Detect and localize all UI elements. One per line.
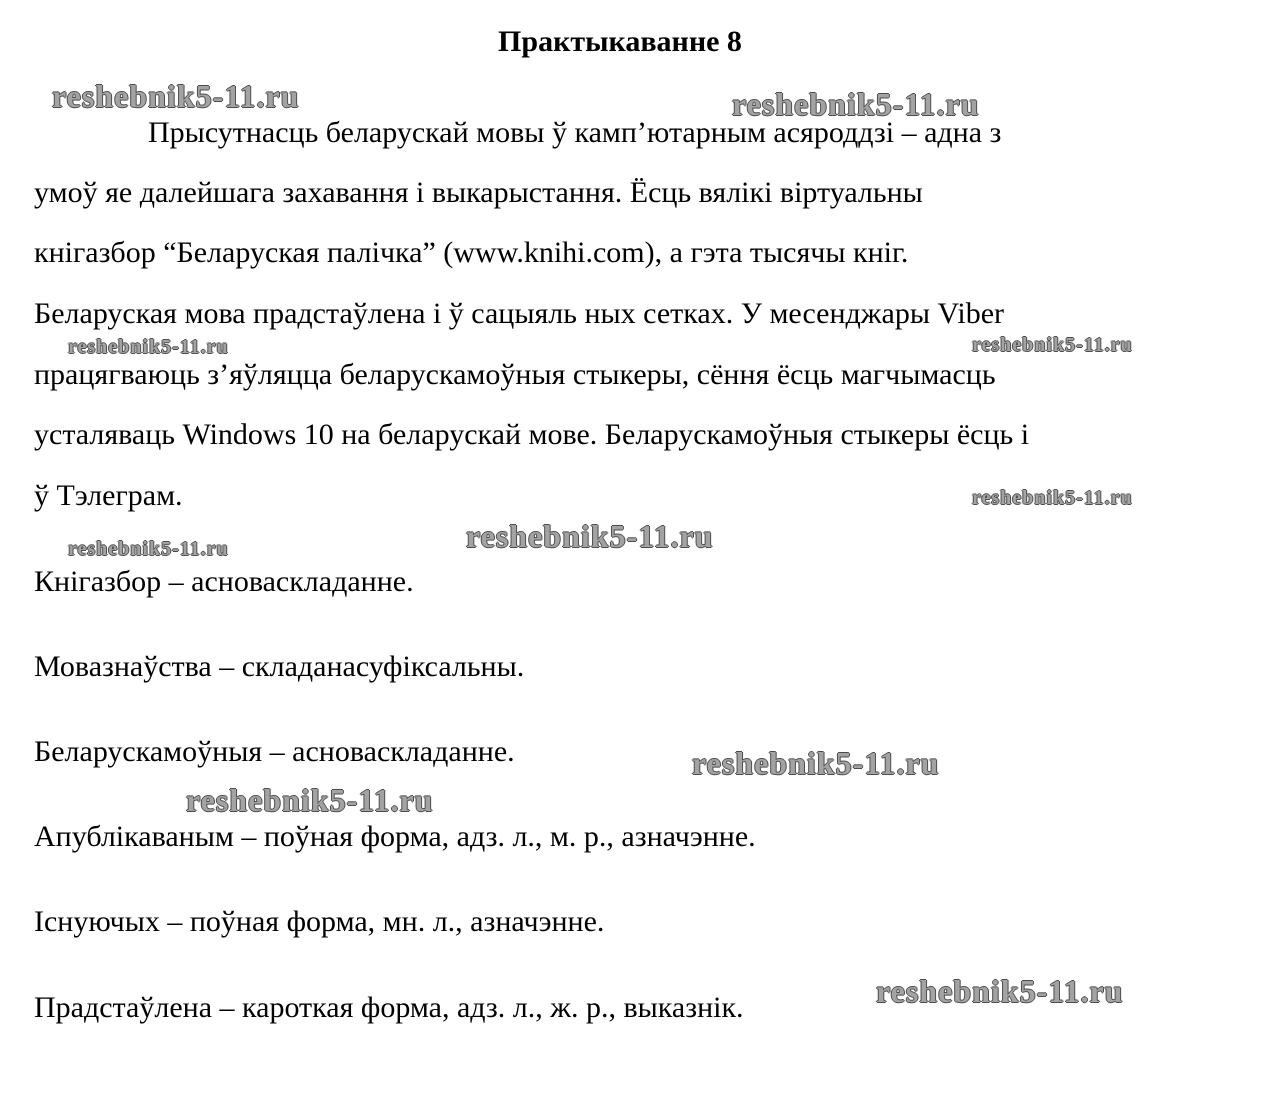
- paragraph-line: усталяваць Windows 10 на беларускай мове. Беларускамоўныя стыкеры ёсць і: [34, 418, 1030, 451]
- watermark: reshebnik5-11.ru: [68, 538, 229, 560]
- paragraph-line: кнігазбор “Беларуская палічка” (www.knihi.com), а гэта тысячы кніг.: [34, 236, 909, 269]
- paragraph-line: Беларуская мова прадстаўлена і ў сацыяль ных сетках. У месенджары Viber: [34, 297, 1005, 330]
- analysis-item: Існуючых – поўная форма, мн. л., азначэнне.: [34, 905, 605, 938]
- watermark: reshebnik5-11.ru: [732, 86, 980, 122]
- watermark: reshebnik5-11.ru: [52, 78, 300, 114]
- paragraph-line: ў Тэлеграм.: [34, 479, 183, 512]
- watermark: reshebnik5-11.ru: [466, 518, 714, 554]
- watermark: reshebnik5-11.ru: [972, 334, 1133, 356]
- watermark: reshebnik5-11.ru: [68, 336, 229, 358]
- watermark: reshebnik5-11.ru: [876, 973, 1124, 1009]
- watermark: reshebnik5-11.ru: [692, 745, 940, 781]
- analysis-item: Беларускамоўныя – асноваскладанне.: [34, 735, 515, 768]
- analysis-item: Мовазнаўства – складанасуфіксальны.: [34, 650, 525, 683]
- paragraph-line: умоў яе далейшага захавання і выкарыстання. Ёсць вялікі віртуальны: [34, 176, 923, 209]
- analysis-item: Прадстаўлена – кароткая форма, адз. л., ж. р., выказнік.: [34, 991, 744, 1024]
- watermark: reshebnik5-11.ru: [186, 782, 434, 818]
- paragraph-line: Прысутнасць беларускай мовы ў камп’ютарным асяроддзі – адна з: [148, 116, 1002, 149]
- watermark: reshebnik5-11.ru: [972, 487, 1133, 509]
- page-title: Практыкаванне 8: [498, 25, 742, 58]
- paragraph-line: працягваюць з’яўляцца беларускамоўныя стыкеры, сёння ёсць магчымасць: [34, 358, 996, 391]
- analysis-item: Апублікаваным – поўная форма, адз. л., м. р., азначэнне.: [34, 820, 756, 853]
- analysis-item: Кнігазбор – асноваскладанне.: [34, 565, 414, 598]
